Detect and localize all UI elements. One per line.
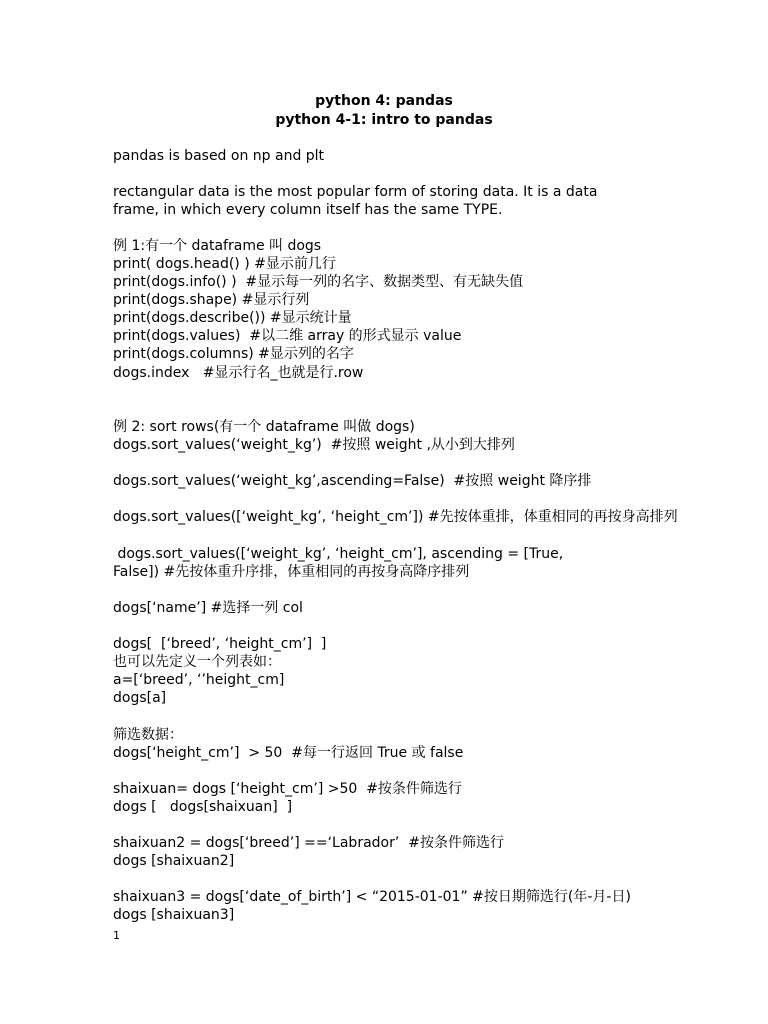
code-line: dogs.sort_values(‘weight_kg’) #按照 weight ,从小到大排列 (113, 437, 515, 453)
code-line: print(dogs.info() ) #显示每一列的名字、数据类型、有无缺失值 (113, 274, 524, 290)
code-line: dogs [ dogs[shaixuan] ] (113, 799, 293, 815)
code-line: shaixuan2 = dogs[‘breed’] ==‘Labrador’ #按条件筛选行 (113, 835, 504, 851)
code-line: print(dogs.shape) #显示行列 (113, 292, 310, 308)
text-line: 也可以先定义一个列表如： (113, 654, 281, 670)
code-line: a=[‘breed’, ‘’height_cm] (113, 672, 285, 688)
text-line: pandas is based on np and plt (113, 148, 325, 164)
code-line: dogs.sort_values([‘weight_kg’, ‘height_cm’], ascending = [True, (113, 546, 564, 562)
text-line: 例 2: sort rows(有一个 dataframe 叫做 dogs) (113, 419, 415, 435)
code-line: print(dogs.columns) #显示列的名字 (113, 346, 354, 362)
code-line: dogs[‘name’] #选择一列 col (113, 600, 303, 616)
code-line: dogs.sort_values([‘weight_kg’, ‘height_cm’]) #先按体重排，体重相同的再按身高排列 (113, 509, 678, 525)
page-number: 1 (113, 929, 120, 942)
text-line: rectangular data is the most popular form of storing data. It is a data (113, 184, 598, 200)
code-line: dogs[ [‘breed’, ‘height_cm’] ] (113, 636, 327, 652)
code-line: dogs [shaixuan2] (113, 853, 235, 869)
text-line: 筛选数据： (113, 727, 183, 743)
code-line: dogs[a] (113, 690, 167, 706)
code-line: print(dogs.values) #以二维 array 的形式显示 value (113, 328, 462, 344)
code-line: dogs[‘height_cm’] > 50 #每一行返回 True 或 false (113, 745, 464, 761)
code-line: shaixuan3 = dogs[‘date_of_birth’] < “2015-01-01” #按日期筛选行(年-月-日) (113, 889, 631, 905)
code-line: dogs.sort_values(‘weight_kg’,ascending=False) #按照 weight 降序排 (113, 473, 592, 489)
document-title: python 4: pandas (315, 93, 453, 109)
code-line: print(dogs.describe()) #显示统计量 (113, 310, 352, 326)
code-line: shaixuan= dogs [‘height_cm’] >50 #按条件筛选行 (113, 781, 462, 797)
code-line: False]) #先按体重升序排，体重相同的再按身高降序排列 (113, 564, 470, 580)
text-line: 例 1:有一个 dataframe 叫 dogs (113, 238, 322, 254)
text-line: frame, in which every column itself has the same TYPE. (113, 202, 503, 218)
code-line: dogs [shaixuan3] (113, 907, 235, 923)
document-subtitle: python 4-1: intro to pandas (275, 112, 493, 128)
code-line: dogs.index #显示行名_也就是行.row (113, 365, 364, 381)
code-line: print( dogs.head() ) #显示前几行 (113, 256, 336, 272)
